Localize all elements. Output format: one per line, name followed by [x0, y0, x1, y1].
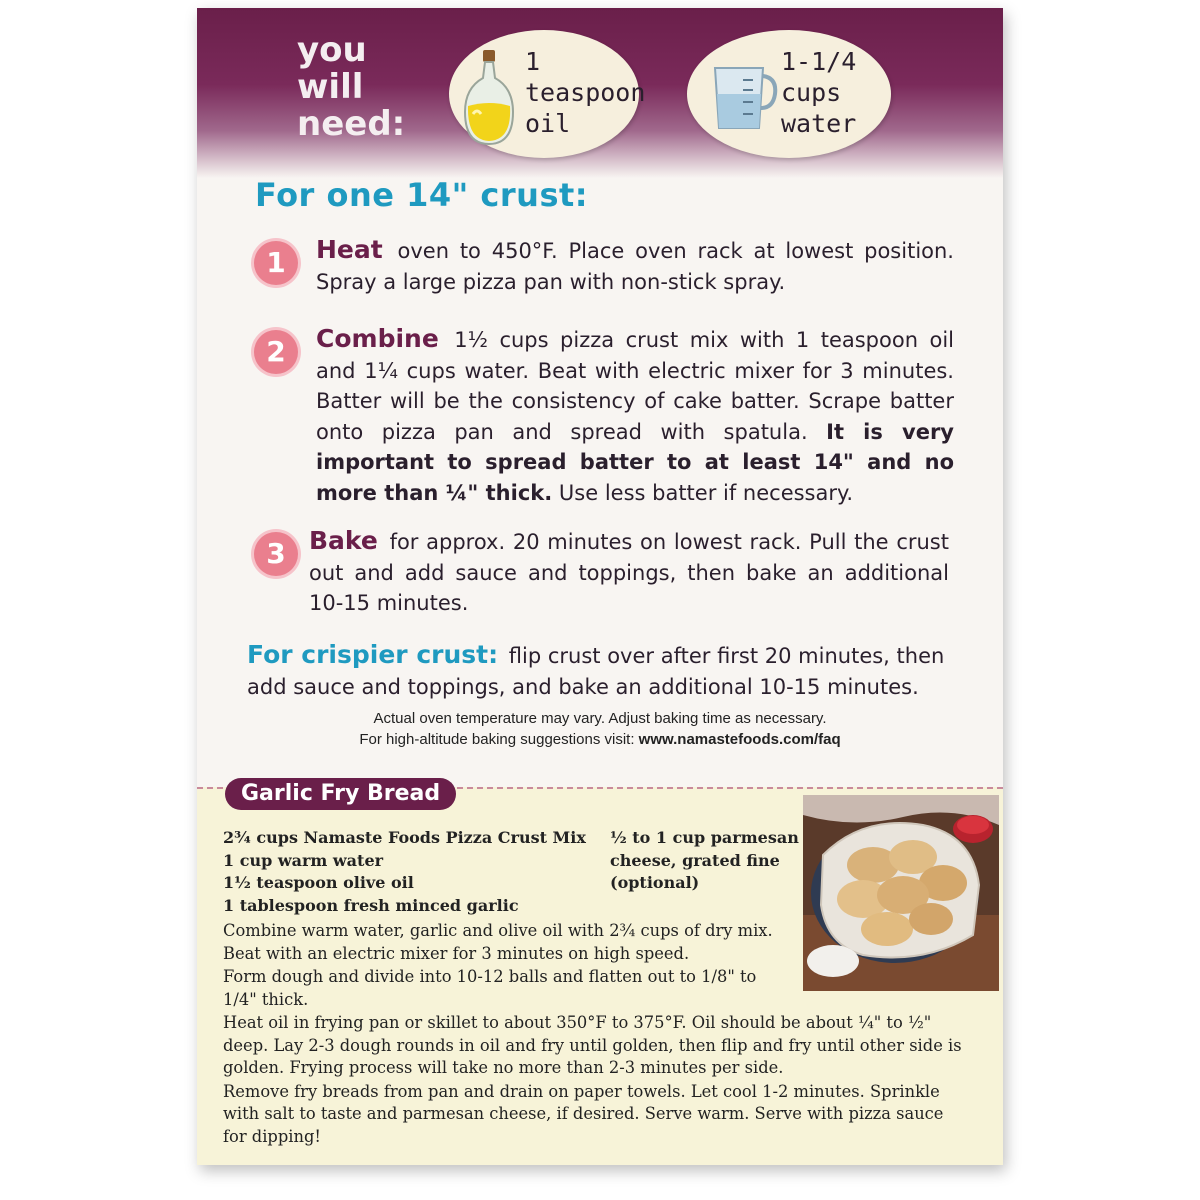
step-keyword: Combine — [316, 324, 439, 353]
ingredient-line: (optional) — [610, 873, 700, 892]
oil-amount-line: 1 — [525, 47, 541, 76]
garlic-fry-bread-title: Garlic Fry Bread — [225, 778, 456, 810]
garlic-fry-bread-section — [197, 781, 1003, 1165]
you-will-need-label — [297, 32, 405, 143]
note-line-1: Actual oven temperature may vary. Adjust baking time as necessary. — [373, 710, 827, 727]
step-text — [316, 324, 954, 508]
fry-bread-directions — [223, 920, 968, 1149]
direction-paragraph: Heat oil in frying pan or skillet to about 350°F to 375°F. Oil should be about ¼" to ½" deep. Lay 2-3 dough rounds in oil and fry until golden, then flip and fry until other side is golden. Frying process will take no more than 2-3 minutes per side. — [223, 1013, 962, 1077]
ingredient-item: 1 tablespoon fresh minced garlic — [223, 895, 519, 915]
step-number-badge: 1 — [254, 241, 298, 285]
optional-ingredient — [610, 827, 799, 895]
step-number-badge: 3 — [254, 532, 298, 576]
ingredient-item: 1½ teaspoon olive oil — [223, 873, 414, 892]
baking-note — [197, 708, 1003, 750]
step-keyword: Heat — [316, 235, 383, 264]
crust-heading: For one 14" crust: — [255, 176, 589, 214]
step-number-badge: 2 — [254, 330, 298, 374]
faq-url: www.namastefoods.com/faq — [638, 731, 841, 748]
step-keyword: Bake — [309, 526, 378, 555]
oil-amount-text — [525, 46, 645, 139]
ingredient-line: ½ to 1 cup parmesan — [610, 828, 799, 847]
step-body: for approx. 20 minutes on lowest rack. Pull the crust out and add sauce and toppings, then bake an additional 10-15 minutes. — [309, 530, 949, 615]
step-text — [316, 235, 954, 297]
ingredient-item: 1 cup warm water — [223, 850, 384, 870]
step-body: oven to 450°F. Place oven rack at lowest position. Spray a large pizza pan with non-stick spray. — [316, 239, 954, 294]
need-label-line: will — [297, 67, 364, 107]
oil-amount-line: oil — [525, 109, 571, 138]
package-back-panel — [197, 8, 1003, 1165]
water-requirement — [687, 30, 891, 158]
crispier-title: For crispier crust: — [247, 640, 499, 669]
ingredient-line: cheese, grated fine — [610, 850, 780, 870]
measuring-cup-icon — [703, 60, 779, 132]
oil-bottle-icon — [459, 48, 519, 148]
ingredient-list — [223, 827, 586, 917]
water-amount-line: cups — [781, 78, 842, 107]
step-emphasis: It is very important to spread batter to at least 14" and no more than ¼" thick. — [316, 419, 954, 505]
crispier-text: flip crust over after first 20 minutes, then add sauce and toppings, and bake an additional 10-15 minutes. — [247, 644, 945, 699]
ingredient-item: 2¾ cups Namaste Foods Pizza Crust Mix — [223, 828, 586, 847]
step-body: 1½ cups pizza crust mix with 1 teaspoon oil and 1¼ cups water. Beat with electric mixer for 3 minutes. Batter will be the consistency of cake batter. Scrape batter onto pizza pan and spread with spatula. — [316, 328, 954, 444]
oil-amount-line: teaspoon — [525, 78, 646, 107]
oil-requirement — [449, 30, 646, 158]
water-amount-line: 1-1/4 — [781, 47, 857, 76]
step-body-after: Use less batter if necessary. — [558, 480, 854, 505]
need-label-line: need: — [297, 104, 406, 144]
crispier-crust-tip — [247, 640, 947, 702]
you-will-need-header — [197, 8, 1003, 178]
direction-paragraph: Combine warm water, garlic and olive oil with 2¾ cups of dry mix. Beat with an electric mixer for 3 minutes on high speed. — [223, 921, 773, 963]
need-label-line: you — [297, 30, 367, 70]
water-amount-line: water — [781, 109, 857, 138]
note-prefix: For high-altitude baking suggestions visit: — [359, 731, 639, 748]
note-line-2 — [197, 729, 1003, 750]
water-amount-text — [781, 46, 856, 139]
direction-paragraph: Form dough and divide into 10-12 balls and flatten out to 1/8" to 1/4" thick. — [223, 967, 757, 1009]
direction-paragraph: Remove fry breads from pan and drain on paper towels. Let cool 1-2 minutes. Sprinkle with salt to taste and parmesan cheese, if desired. Serve warm. Serve with pizza sauce for dipping! — [223, 1081, 944, 1146]
step-text — [309, 526, 949, 619]
